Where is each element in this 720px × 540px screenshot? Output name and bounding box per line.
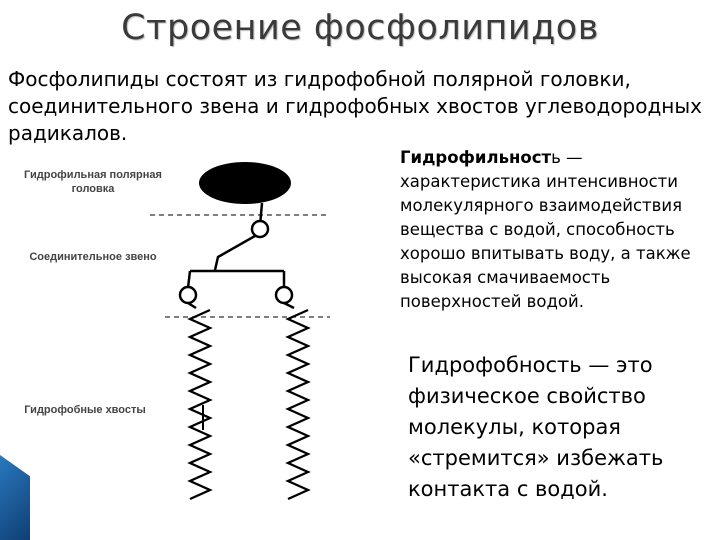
hydrophilicity-term: Гидрофильност: [400, 148, 552, 167]
intro-paragraph: Фосфолипиды состоят из гидрофобной полярной головки, соединительного звена и гидрофобных хвостов углеводородных радикалов.: [8, 67, 703, 145]
polar-head: [199, 162, 291, 204]
phospholipid-diagram: [0, 150, 330, 510]
label-linker: Соединительное звено: [29, 251, 157, 263]
hydrophilicity-definition: [400, 146, 718, 314]
hydrophobicity-text: это физическое свойство молекулы, которая «стремится» избежать контакта с водой.: [408, 353, 664, 501]
link-node-top: [252, 221, 268, 237]
linker-left-drop: [188, 271, 190, 288]
hydrophobicity-term: Гидрофобность: [408, 353, 582, 377]
hydrophobicity-definition: [408, 350, 718, 505]
label-hydrophilic-head: Гидрофильная полярная головка: [24, 169, 162, 195]
label-hydrophobic-tails: Гидрофобные хвосты: [24, 404, 146, 416]
phospholipid-structure-svg: [0, 150, 330, 510]
hydrophilicity-term-end: ь —: [551, 148, 583, 167]
link-node-right: [276, 287, 292, 303]
link-node-left: [180, 287, 196, 303]
linker-chain: [215, 236, 255, 270]
slide-title: Строение фосфолипидов: [121, 8, 599, 48]
hydrophobic-tail-left: [190, 310, 210, 499]
hydrophobicity-dash: —: [581, 353, 610, 377]
hydrophilicity-text: характеристика интенсивности молекулярного взаимодействия вещества с водой, способность хорошо впитывать воду, а также высокая смачиваемость поверхностей водой.: [400, 172, 691, 311]
hydrophobic-tail-right: [288, 310, 308, 499]
